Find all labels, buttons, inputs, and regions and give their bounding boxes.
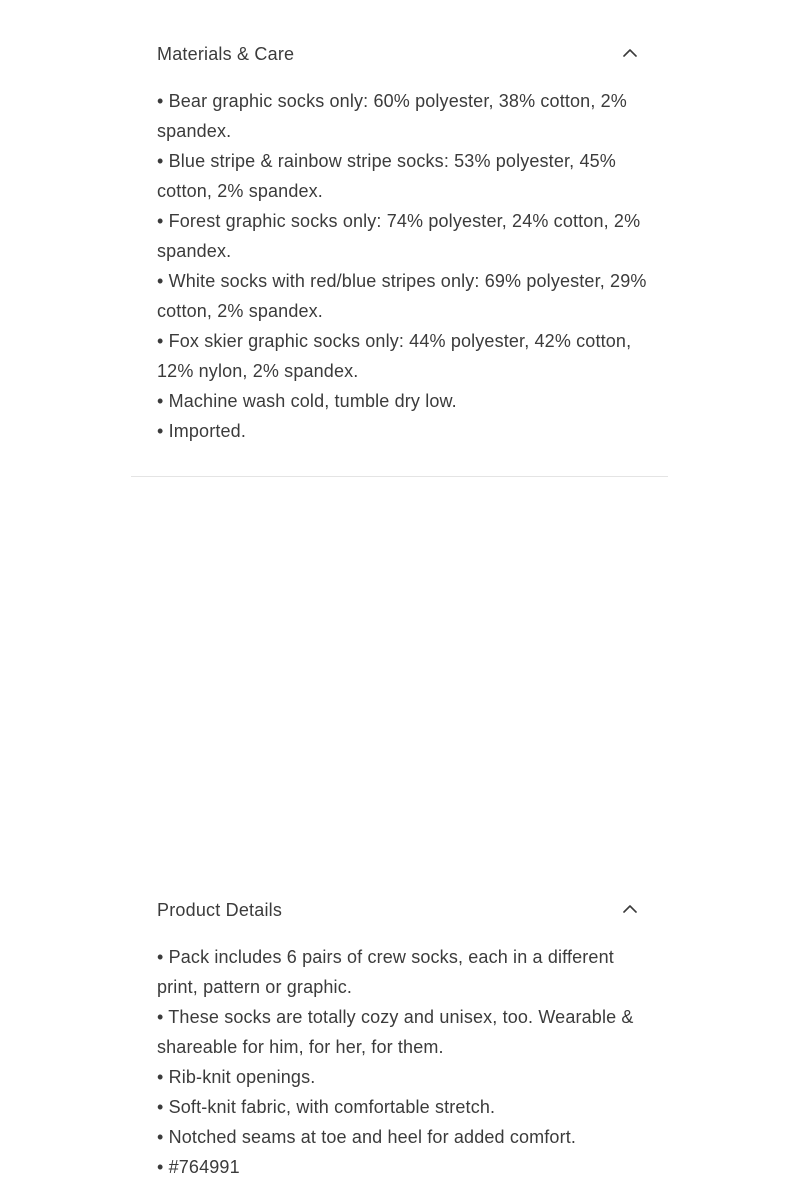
list-item: • Notched seams at toe and heel for added comfort. [157,1127,577,1147]
product-details-header[interactable] [131,897,668,937]
list-item: • These socks are totally cozy and unisex, too. Wearable & shareable for him, for her, for them. [157,1007,634,1057]
list-item: • Soft-knit fabric, with comfortable stretch. [157,1097,496,1117]
materials-care-title: Materials & Care [157,44,295,64]
product-details-title: Product Details [157,900,283,920]
chevron-up-icon[interactable] [622,47,638,59]
materials-care-section [131,41,668,446]
list-item: • Blue stripe & rainbow stripe socks: 53% polyester, 45% cotton, 2% spandex. [157,151,616,201]
section-divider [131,476,668,477]
product-details-list [131,937,668,1182]
product-details-section [131,897,668,1182]
list-item: • Imported. [157,421,246,441]
chevron-up-icon[interactable] [622,903,638,915]
list-item: • White socks with red/blue stripes only: 69% polyester, 29% cotton, 2% spandex. [157,271,647,321]
list-item: • Pack includes 6 pairs of crew socks, each in a different print, pattern or graphic. [157,947,614,997]
list-item: • Forest graphic socks only: 74% polyester, 24% cotton, 2% spandex. [157,211,641,261]
materials-care-list [131,81,668,446]
list-item: • Rib-knit openings. [157,1067,316,1087]
materials-care-header[interactable] [131,41,668,81]
list-item: • Fox skier graphic socks only: 44% polyester, 42% cotton, 12% nylon, 2% spandex. [157,331,632,381]
list-item: • Machine wash cold, tumble dry low. [157,391,457,411]
list-item: • Bear graphic socks only: 60% polyester, 38% cotton, 2% spandex. [157,91,627,141]
list-item: • #764991 [157,1157,240,1177]
